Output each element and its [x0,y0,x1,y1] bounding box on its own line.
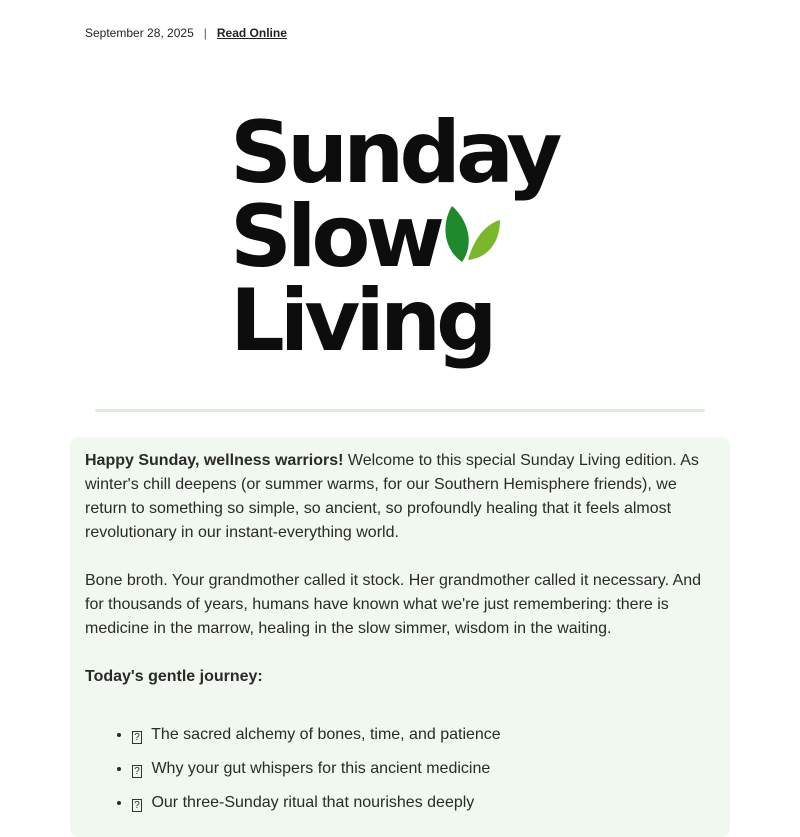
emoji-placeholder-icon: ? [132,765,142,778]
header-bar [85,26,287,40]
logo-word-sunday: Sunday [230,103,558,203]
intro-text: Welcome to this special Sunday Living edition. As winter's chill deepens (or summer warms, for our Southern Hemisphere friends), we return to something so simple, so ancient, so profoundly healing that it feels almost revolutionary in our instant-everything world. [85,452,699,541]
intro-paragraph [85,449,717,545]
logo-word-slow: Slow [230,187,440,287]
newsletter-body [85,449,717,825]
bone-broth-paragraph: Bone broth. Your grandmother called it stock. Her grandmother called it necessary. And for thousands of years, humans have known what we're just remembering: there is medicine in the marrow, healing in the slow simmer, wisdom in the waiting. [85,572,702,637]
list-item: • ? The sacred alchemy of bones, time, and patience [132,723,717,747]
emoji-placeholder-icon: ? [132,799,142,812]
issue-date: September 28, 2025 [85,26,194,40]
journey-list [85,723,717,815]
greeting: Happy Sunday, wellness warriors! [85,452,344,469]
leaf-icon [440,202,504,266]
header-separator: | [203,26,207,40]
emoji-placeholder-icon: ? [132,731,142,744]
journey-heading: Today's gentle journey: [85,668,263,685]
list-item: • ? Our three-Sunday ritual that nourishes deeply [132,791,717,815]
list-item: • ? Why your gut whispers for this ancient medicine [132,757,717,781]
header-divider [95,409,705,412]
logo-word-living: Living [230,271,493,371]
read-online-link[interactable]: Read Online [216,26,287,40]
newsletter-logo [230,103,570,388]
